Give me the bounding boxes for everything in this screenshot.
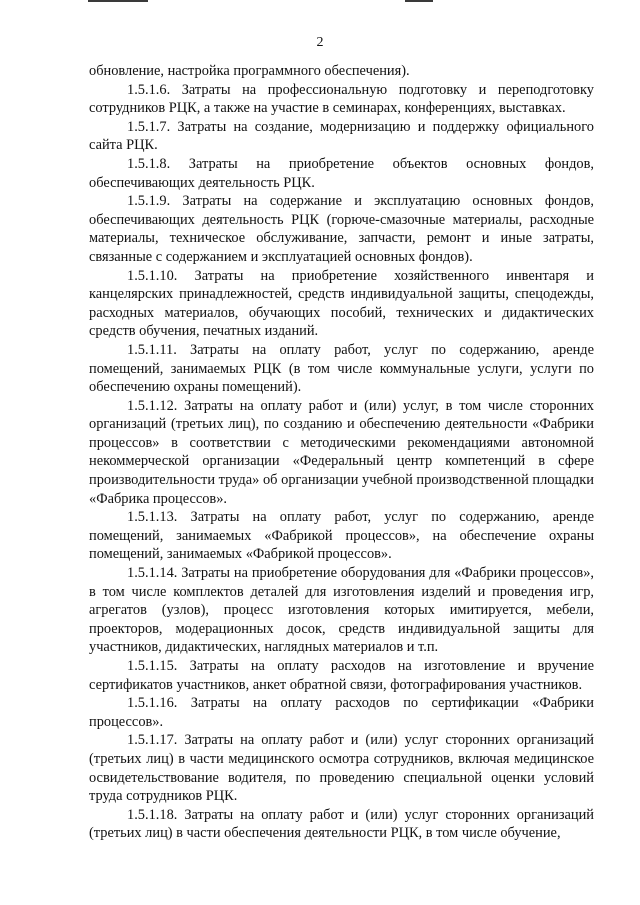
paragraph: 1.5.1.17. Затраты на оплату работ и (или) услуг сторонних организаций (третьих лиц) в части медицинского осмотра сотрудников, включая медицинское освидетельствование водителя, по проведению специальной оценки условий труда сотрудников РЦК. <box>89 732 594 805</box>
scan-edge-mark <box>88 0 148 2</box>
paragraph: 1.5.1.11. Затраты на оплату работ, услуг по содержанию, аренде помещений, занимаемых РЦК (в том числе коммунальные услуги, услуги по обеспечению охраны помещений). <box>89 341 594 396</box>
paragraph: 1.5.1.18. Затраты на оплату работ и (или) услуг сторонних организаций (третьих лиц) в части обеспечения деятельности РЦК, в том числе обучение, <box>89 806 594 842</box>
paragraph: 1.5.1.16. Затраты на оплату расходов по сертификации «Фабрики процессов». <box>89 695 594 730</box>
paragraph: 1.5.1.15. Затраты на оплату расходов на изготовление и вручение сертификатов участников, анкет обратной связи, фотографирования участников. <box>89 658 594 693</box>
paragraph: 1.5.1.8. Затраты на приобретение объектов основных фондов, обеспечивающих деятельность РЦК. <box>89 155 594 191</box>
paragraph: 1.5.1.13. Затраты на оплату работ, услуг по содержанию, аренде помещений, занимаемых «Фабрикой процессов», на обеспечение охраны помещений, занимаемых «Фабрикой процессов». <box>89 509 594 563</box>
paragraph: 1.5.1.14. Затраты на приобретение оборудования для «Фабрики процессов», в том числе комплектов деталей для изготовления изделий и проведения игр, агрегатов (узлов), процесс изготовления которых имитируется, мебели, проекторов, модерационных досок, средств индивидуальной защиты для участников, дидактических, наглядных материалов и т.п. <box>89 565 594 656</box>
paragraph: обновление, настройка программного обеспечения). <box>89 63 410 79</box>
document-body <box>89 62 594 843</box>
paragraph: 1.5.1.7. Затраты на создание, модернизацию и поддержку официального сайта РЦК. <box>89 118 594 154</box>
page-number: 2 <box>316 35 324 50</box>
paragraph: 1.5.1.9. Затраты на содержание и эксплуатацию основных фондов, обеспечивающих деятельность РЦК (горюче-смазочные материалы, расходные материалы, техническое обслуживание, запчасти, ремонт и иные затраты, связанные с содержанием и эксплуатацией основных фондов). <box>89 193 594 265</box>
paragraph: 1.5.1.10. Затраты на приобретение хозяйственного инвентаря и канцелярских принадлежностей, средств индивидуальной защиты, спецодежды, расходных материалов, обучающих пособий, технических и дидактических средств обучения, печатных изданий. <box>89 267 594 340</box>
paragraph: 1.5.1.6. Затраты на профессиональную подготовку и переподготовку сотрудников РЦК, а также на участие в семинарах, конференциях, выставках. <box>89 81 594 117</box>
scan-edge-mark <box>405 0 433 2</box>
paragraph: 1.5.1.12. Затраты на оплату работ и (или) услуг, в том числе сторонних организаций (третьих лиц), по созданию и обеспечению деятельности «Фабрики процессов» в соответствии с методическими рекомендациями автономной некоммерческой организации «Федеральный центр компетенций в сфере производительности труда» об организации учебной производственной площадки «Фабрика процессов». <box>89 397 594 507</box>
